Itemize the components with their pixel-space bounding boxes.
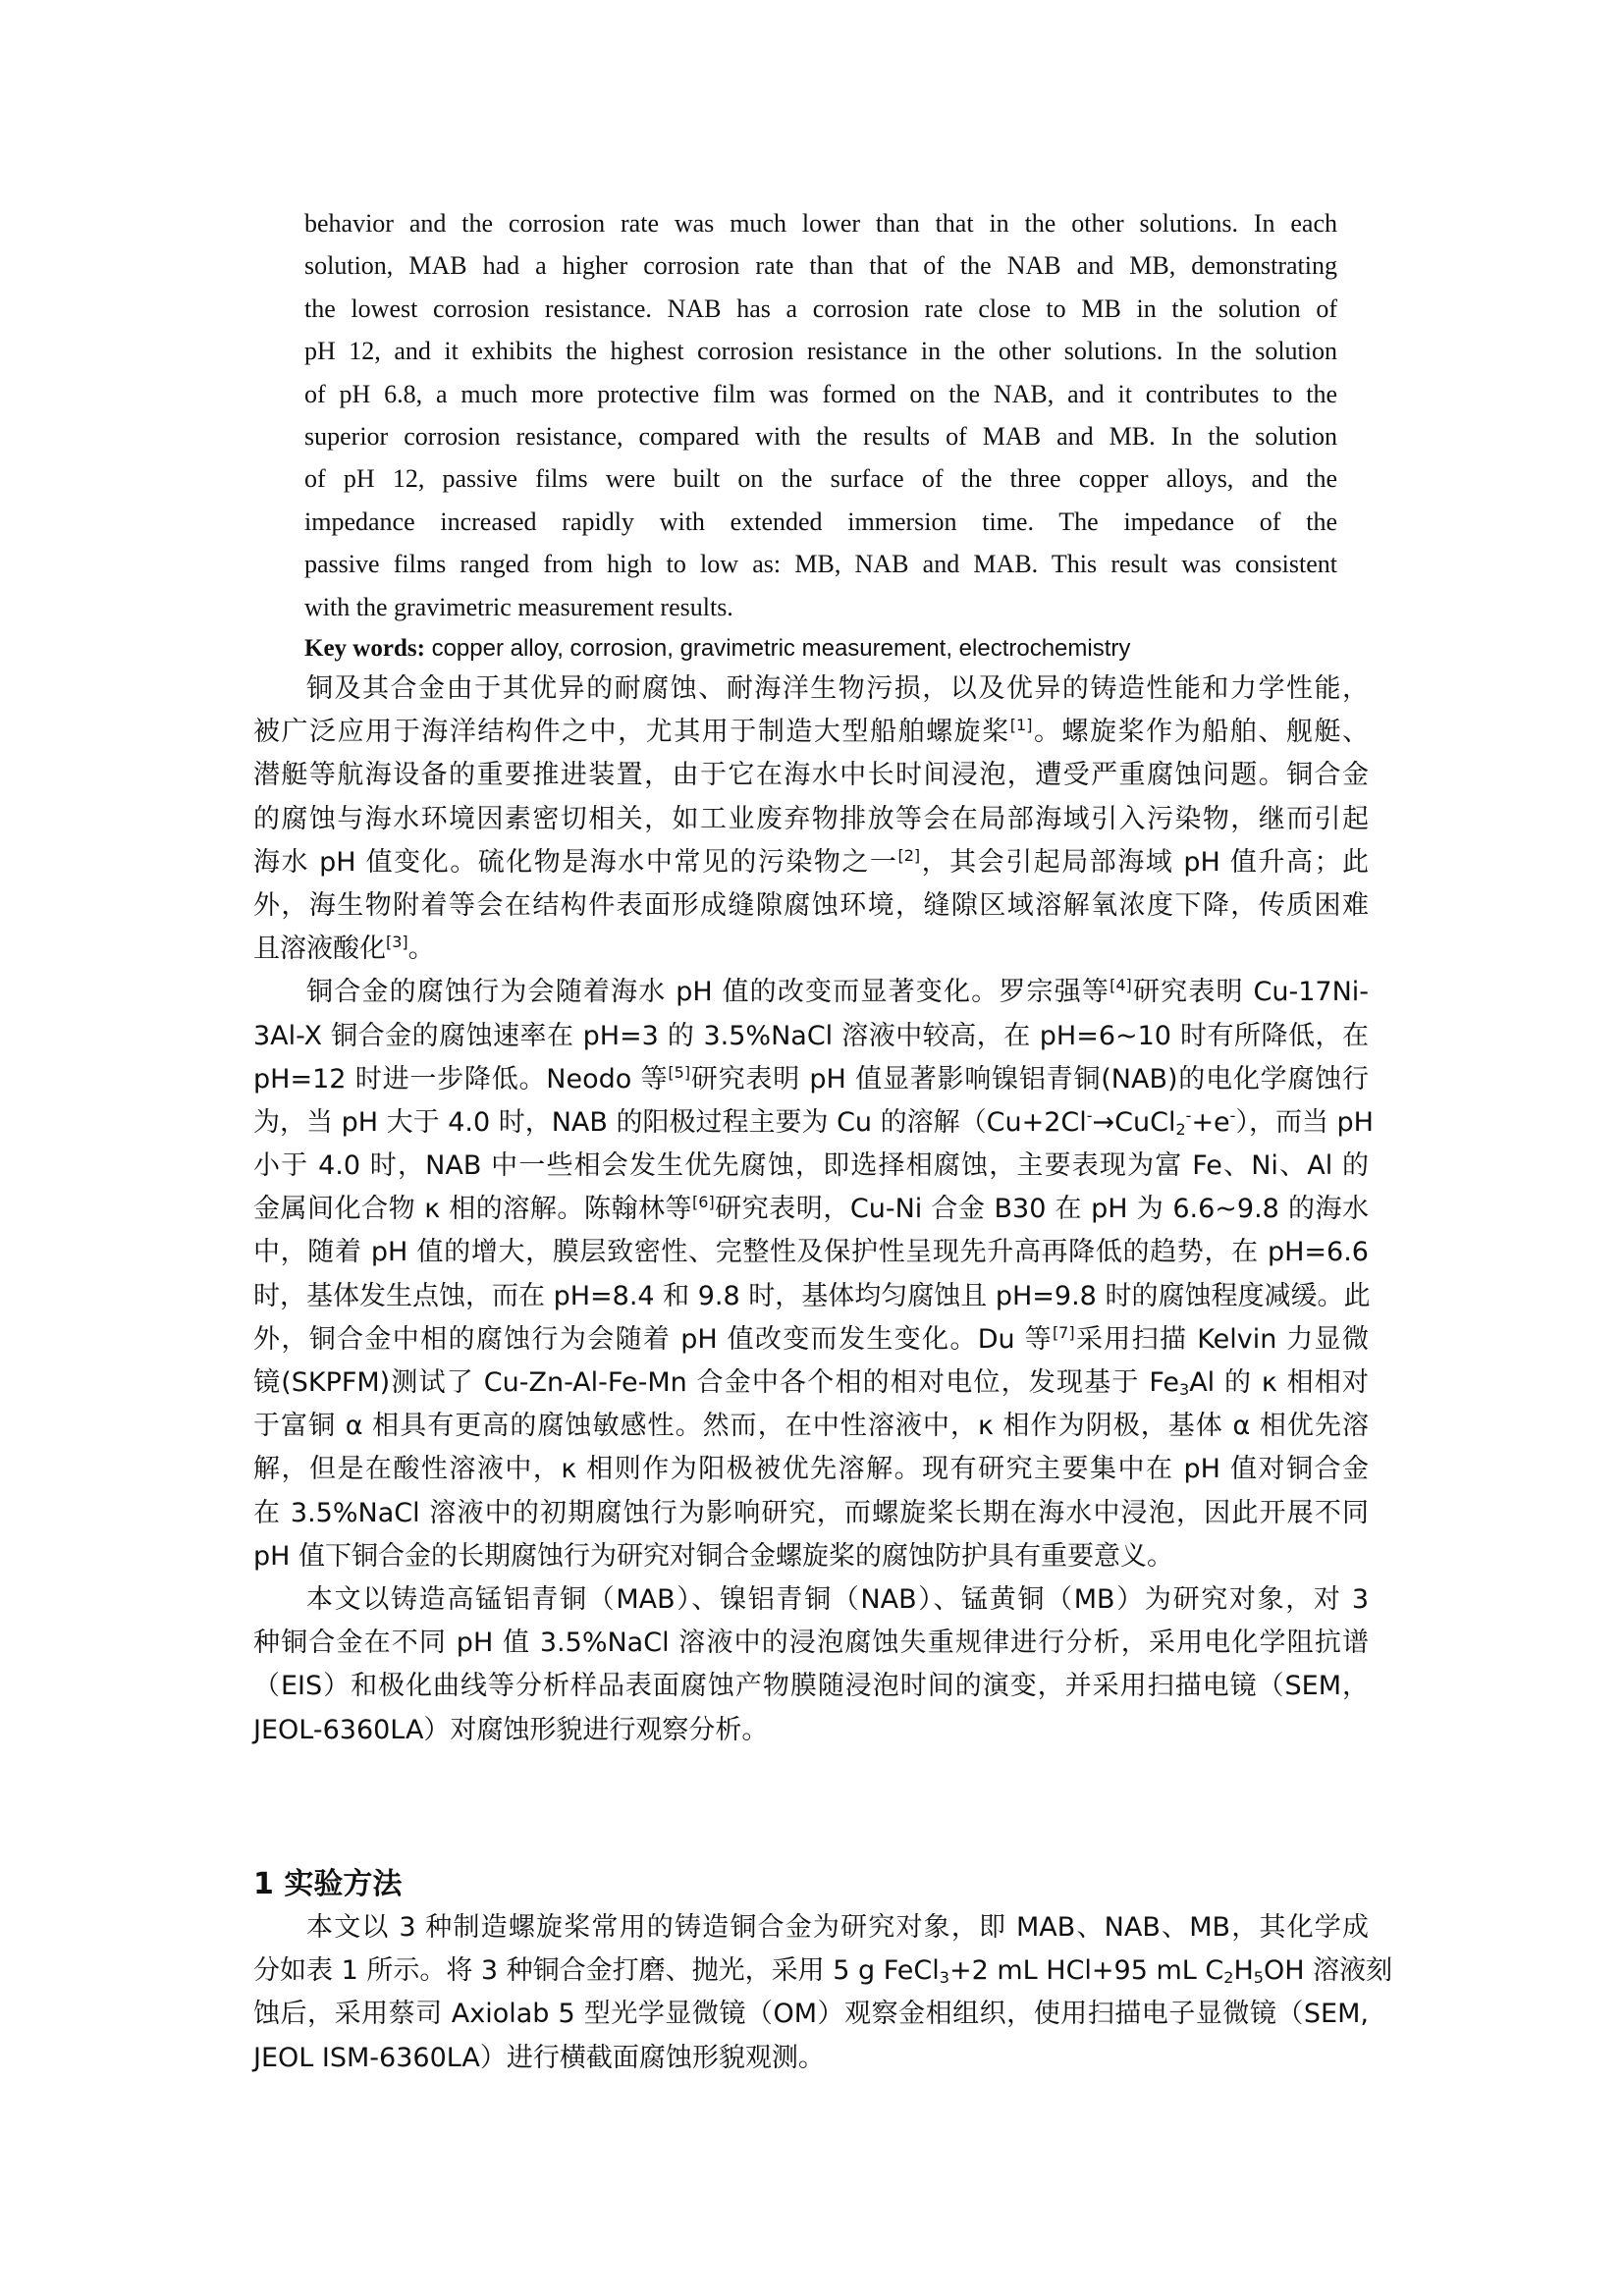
text-line: 中，随着 pH 值的增大，膜层致密性、完整性及保护性呈现先升高再降低的趋势，在 pH=6.6 [253,1237,1369,1268]
text-line: 3Al-X 铜合金的腐蚀速率在 pH=3 的 3.5%NaCl 溶液中较高，在 pH=6~10 时有所降低，在 [253,1020,1369,1051]
text-line: （EIS）和极化曲线等分析样品表面腐蚀产物膜随浸泡时间的演变，并采用扫描电镜（SEM， [253,1671,1369,1702]
text-run: 采用扫描 Kelvin 力显微 [1074,1323,1370,1355]
text-line: 铜及其合金由于其优异的耐腐蚀、耐海洋生物污损，以及优异的铸造性能和力学性能， [306,673,1369,704]
text-line: 蚀后，采用蔡司 Axiolab 5 型光学显微镜（OM）观察金相组织，使用扫描电子显微镜（SEM, [253,1999,1369,2030]
text-line: 本文以 3 种制造螺旋桨常用的铸造铜合金为研究对象，即 MAB、NAB、MB，其化学成 [306,1912,1369,1943]
text-run: 外，铜合金中相的腐蚀行为会随着 pH 值改变而发生变化。Du 等 [253,1323,1053,1355]
text-line: 外，海生物附着等会在结构件表面形成缝隙腐蚀环境，缝隙区域溶解氧浓度下降，传质困难 [253,889,1369,921]
text-line [253,1949,1393,1993]
abstract-line: behavior and the corrosion rate was much lower than that in the other solutions. In each [304,209,1337,238]
text-run: 铜合金的腐蚀行为会随着海水 pH 值的改变而显著变化。罗宗强等 [306,977,1110,1008]
text-line: pH 值下铜合金的长期腐蚀行为研究对铜合金螺旋桨的腐蚀防护具有重要意义。 [253,1540,1174,1572]
section-heading: 1 实验方法 [253,1867,403,1901]
abstract-line: passive films ranged from high to low as: MB, NAB and MAB. This result was consistent [304,550,1337,579]
text-run: pH=12 时进一步降低。Neodo 等 [253,1063,669,1095]
superscript: - [1086,1105,1093,1125]
text-line: 种铜合金在不同 pH 值 3.5%NaCl 溶液中的浸泡腐蚀失重规律进行分析，采用电化学阻抗谱 [253,1628,1369,1659]
text-line [253,841,1369,884]
subscript: 3 [1179,1380,1190,1399]
text-line: 解，但是在酸性溶液中，κ 相则作为阳极被优先溶解。现有研究主要集中在 pH 值对铜合金 [253,1454,1369,1485]
english-abstract [304,202,1337,628]
citation-ref: [1] [1009,716,1033,735]
text-line [253,1188,1369,1231]
text-line [253,1318,1369,1362]
paragraph-2 [253,971,1374,1578]
superscript: - [1185,1105,1192,1125]
paragraph-1 [253,667,1369,971]
text-run: 研究表明 Cu-17Ni- [1131,977,1370,1008]
text-run: 镜(SKPFM)测试了 Cu-Zn-Al-Fe-Mn 合金中各个相的相对电位，发现基于 Fe [253,1367,1180,1398]
citation-ref: [3] [386,933,408,952]
subscript: 2 [1223,1968,1234,1988]
citation-ref: [7] [1052,1322,1075,1342]
subscript: 2 [1175,1119,1186,1139]
text-run: 。 [407,934,435,965]
abstract-line: of pH 12, passive films were built on the surface of the three copper alloys, and the [304,464,1337,494]
text-run: ），而当 pH [1235,1106,1374,1138]
text-line: 潜艇等航海设备的重要推进装置，由于它在海水中长时间浸泡，遭受严重腐蚀问题。铜合金 [253,760,1369,791]
citation-ref: [6] [692,1193,715,1212]
keywords [304,628,1384,668]
text-run: OH 溶液刻 [1263,1955,1393,1987]
text-line: 小于 4.0 时，NAB 中一些相会发生优先腐蚀，即选择相腐蚀，主要表现为富 Fe、Ni、Al 的 [253,1150,1369,1182]
text-run: H [1233,1955,1254,1987]
superscript: - [1229,1105,1236,1125]
citation-ref: [4] [1110,976,1132,995]
text-run: 被广泛应用于海洋结构件之中，尤其用于制造大型船舶螺旋桨 [253,717,1010,748]
text-run: ，其会引起局部海域 pH 值升高；此 [920,846,1369,878]
abstract-line: impedance increased rapidly with extended immersion time. The impedance of the [304,507,1337,536]
text-line: JEOL ISM-6360LA）进行横截面腐蚀形貌观测。 [253,2042,825,2073]
citation-ref: [5] [668,1062,691,1082]
text-line: 本文以铸造高锰铝青铜（MAB）、镍铝青铜（NAB）、锰黄铜（MB）为研究对象，对 3 [306,1583,1369,1615]
text-line [253,1058,1369,1101]
text-line: 时，基体发生点蚀，而在 pH=8.4 和 9.8 时，基体均匀腐蚀且 pH=9.8 时的腐蚀程度减缓。此 [253,1280,1371,1311]
text-line: 的腐蚀与海水环境因素密切相关，如工业废弃物排放等会在局部海域引入污染物，继而引起 [253,803,1369,834]
text-line [253,1362,1369,1405]
text-line [253,928,1369,971]
paragraph-3 [253,1578,1369,1752]
subscript: 3 [939,1968,949,1988]
abstract-line: superior corrosion resistance, compared with the results of MAB and MB. In the solution [304,421,1337,451]
text-run: 为，当 pH 大于 4.0 时，NAB 的阳极过程主要为 Cu 的溶解（Cu+2Cl [253,1106,1087,1138]
text-run: Al 的 κ 相相对 [1189,1367,1369,1398]
abstract-line: of pH 6.8, a much more protective film was formed on the NAB, and it contributes to the [304,379,1337,408]
text-line [253,711,1369,754]
text-line: 在 3.5%NaCl 溶液中的初期腐蚀行为影响研究，而螺旋桨长期在海水中浸泡，因此开展不同 [253,1497,1369,1528]
text-run: 研究表明，Cu-Ni 合金 B30 在 pH 为 6.6~9.8 的海水 [714,1194,1370,1225]
text-run: 。螺旋桨作为船舶、舰艇、 [1032,717,1369,748]
text-run: 研究表明 pH 值显著影响镍铝青铜(NAB)的电化学腐蚀行 [690,1063,1369,1095]
chinese-introduction [253,667,1374,1752]
abstract-line: the lowest corrosion resistance. NAB has a corrosion rate close to MB in the solution of [304,294,1337,323]
text-line [253,1101,1374,1145]
abstract-line: pH 12, and it exhibits the highest corrosion resistance in the other solutions. In the solution [304,337,1337,366]
text-line [253,971,1369,1014]
text-run: 海水 pH 值变化。硫化物是海水中常见的污染物之一 [253,846,898,878]
text-run: 分如表 1 所示。将 3 种铜合金打磨、抛光，采用 5 g FeCl [253,1955,940,1987]
keywords-text: copper alloy, corrosion, gravimetric measurement, electrochemistry [424,635,1131,662]
text-run: +e [1191,1106,1230,1138]
text-run: 金属间化合物 κ 相的溶解。陈翰林等 [253,1194,693,1225]
text-line: 于富铜 α 相具有更高的腐蚀敏感性。然而，在中性溶液中，κ 相作为阴极，基体 α 相优先溶 [253,1411,1369,1442]
text-line: JEOL-6360LA）对腐蚀形貌进行观察分析。 [253,1714,769,1745]
subscript: 5 [1253,1968,1264,1988]
text-run: +2 mL HCl+95 mL C [948,1955,1224,1987]
citation-ref: [2] [897,845,921,865]
abstract-line: with the gravimetric measurement results. [304,592,733,621]
text-run: 且溶液酸化 [253,934,386,965]
abstract-line: solution, MAB had a higher corrosion rate than that of the NAB and MB, demonstrating [304,251,1337,281]
keywords-label: Key words: [304,635,425,662]
section-1-paragraph [253,1906,1393,2080]
text-run: →CuCl [1092,1106,1176,1138]
